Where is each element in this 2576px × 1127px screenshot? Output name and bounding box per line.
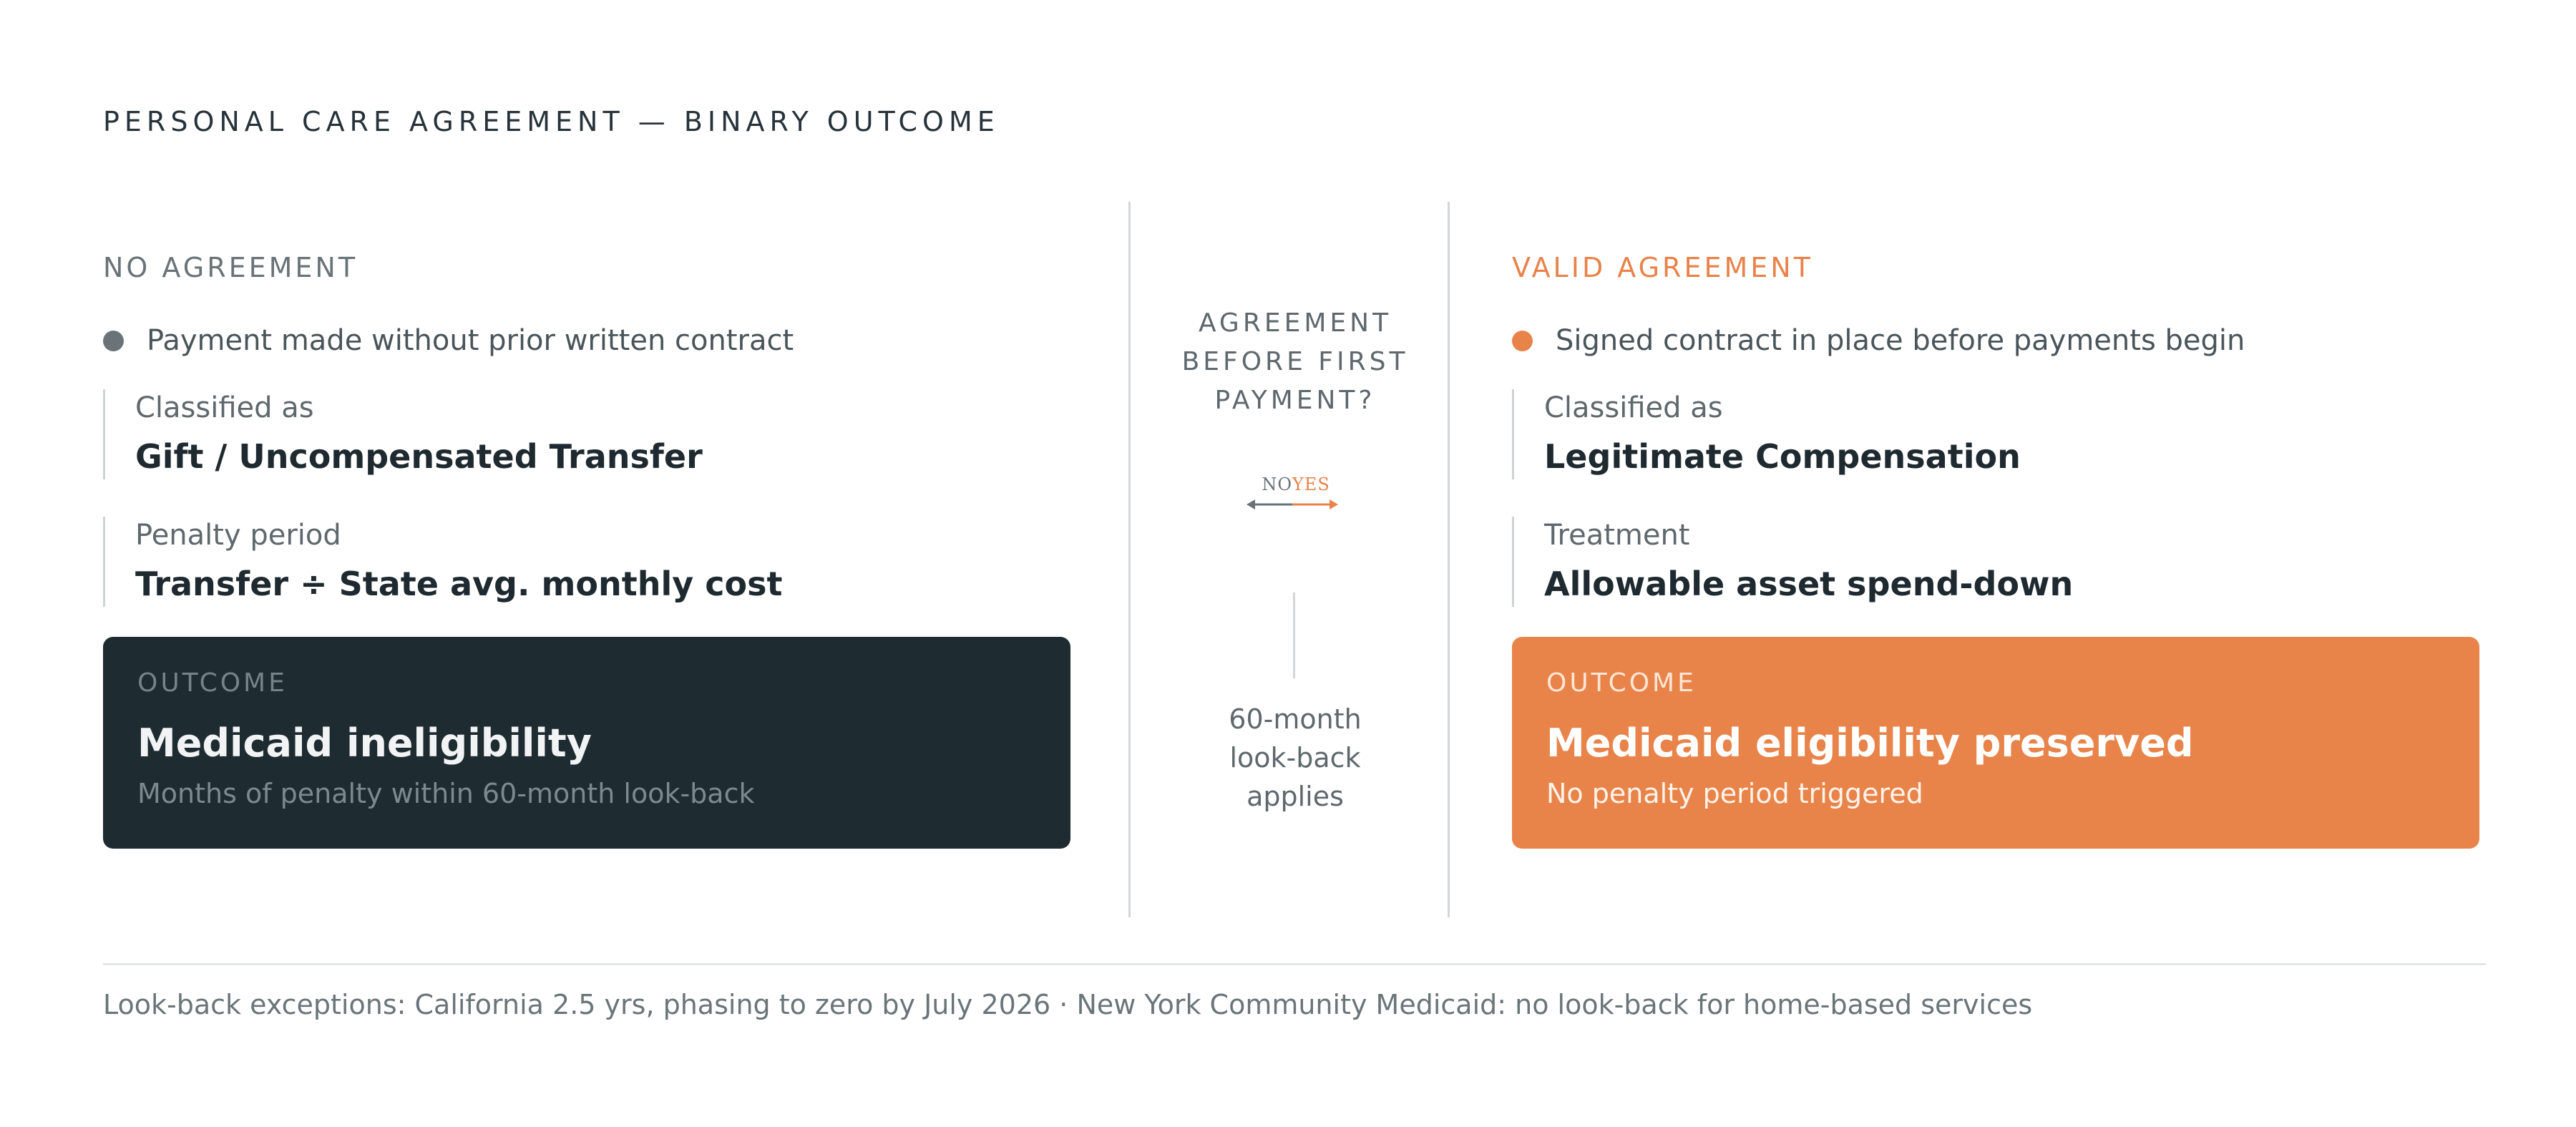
bullet-text: Signed contract in place before payments begin (1556, 324, 2245, 357)
field-label: Penalty period (135, 519, 341, 552)
treatment-field (1512, 517, 2479, 607)
no-agreement-bullet (103, 322, 1070, 359)
field-label: Classified as (1544, 391, 1723, 424)
field-label: Classified as (135, 391, 314, 424)
field-value: Gift / Uncompensated Transfer (135, 437, 703, 476)
outcome-title: Medicaid eligibility preserved (1546, 721, 2194, 766)
classification-field (103, 389, 1070, 479)
outcome-card-ineligible (103, 637, 1070, 849)
outcome-subtitle: No penalty period triggered (1546, 778, 1923, 809)
divider-left (1128, 202, 1131, 917)
valid-agreement-column (1512, 252, 2479, 849)
yes-arrow-head (1330, 499, 1338, 509)
outcome-label: OUTCOME (137, 668, 288, 698)
binary-arrows-icon (1245, 476, 1345, 519)
valid-agreement-heading: VALID AGREEMENT (1512, 252, 1813, 283)
bullet-text: Payment made without prior written contract (147, 324, 794, 357)
bullet-dot-icon (1512, 331, 1533, 351)
outcome-title: Medicaid ineligibility (137, 721, 592, 766)
valid-agreement-bullet (1512, 322, 2479, 359)
field-value: Transfer ÷ State avg. monthly cost (135, 565, 783, 603)
decision-question: AGREEMENT BEFORE FIRST PAYMENT? (1181, 308, 1409, 415)
field-label: Treatment (1544, 519, 1690, 552)
penalty-period-field (103, 517, 1070, 607)
field-value: Legitimate Compensation (1544, 437, 2021, 476)
bullet-dot-icon (103, 331, 124, 351)
no-agreement-heading: NO AGREEMENT (103, 252, 358, 283)
outcome-label: OUTCOME (1546, 668, 1697, 698)
center-connector (1293, 592, 1295, 678)
yes-label: YES (1292, 476, 1330, 494)
outcome-card-eligible (1512, 637, 2479, 849)
no-agreement-column (103, 252, 1070, 849)
field-value: Allowable asset spend-down (1544, 565, 2074, 603)
footnote: Look-back exceptions: California 2.5 yrs, phasing to zero by July 2026 · New York Community Medicaid: no look-back for home-based services (103, 989, 2033, 1020)
classification-field (1512, 389, 2479, 479)
no-label: NO (1262, 476, 1292, 494)
lookback-text: 60-month look-back applies (1229, 703, 1362, 812)
lookback-note (1134, 700, 1456, 816)
footer-divider (103, 963, 2486, 965)
no-arrow-head (1246, 499, 1255, 509)
outcome-subtitle: Months of penalty within 60-month look-back (137, 778, 755, 809)
page-title: PERSONAL CARE AGREEMENT — BINARY OUTCOME (103, 106, 1000, 137)
